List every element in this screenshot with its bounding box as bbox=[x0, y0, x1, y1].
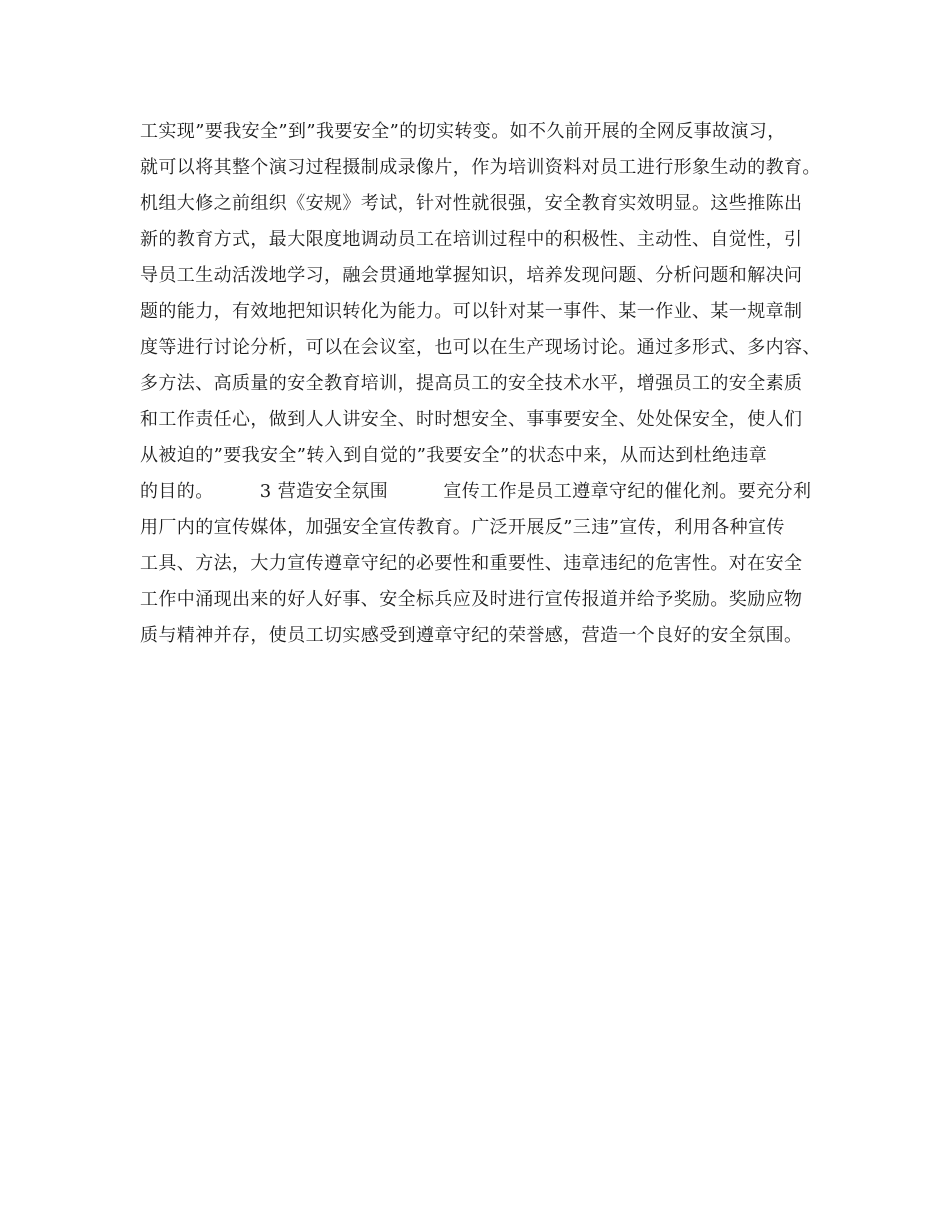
text-line: 工作中涌现出来的好人好事、安全标兵应及时进行宣传报道并给予奖励。奖励应物 bbox=[140, 589, 803, 610]
body-text bbox=[140, 114, 820, 654]
text-line: 度等进行讨论分析，可以在会议室，也可以在生产现场讨论。通过多形式、多内容、 bbox=[140, 337, 821, 358]
text-line: 用厂内的宣传媒体，加强安全宣传教育。广泛开展反”三违”宣传，利用各种宣传 bbox=[140, 517, 785, 538]
text-line: 质与精神并存，使员工切实感受到遵章守纪的荣誉感，营造一个良好的安全氛围。 bbox=[140, 625, 803, 646]
text-line: 就可以将其整个演习过程摄制成录像片，作为培训资料对员工进行形象生动的教育。 bbox=[140, 157, 821, 178]
text-line: 机组大修之前组织《安规》考试，针对性就很强，安全教育实效明显。这些推陈出 bbox=[140, 193, 803, 214]
text-line: 从被迫的”要我安全”转入到自觉的”我要安全”的状态中来，从而达到杜绝违章 bbox=[140, 445, 768, 466]
text-line: 和工作责任心，做到人人讲安全、时时想安全、事事要安全、处处保安全，使人们 bbox=[140, 409, 803, 430]
text-line: 新的教育方式，最大限度地调动员工在培训过程中的积极性、主动性、自觉性，引 bbox=[140, 229, 803, 250]
text-line: 工具、方法，大力宣传遵章守纪的必要性和重要性、违章违纪的危害性。对在安全 bbox=[140, 553, 803, 574]
text-line: 多方法、高质量的安全教育培训，提高员工的安全技术水平，增强员工的安全素质 bbox=[140, 373, 803, 394]
text-line: 题的能力，有效地把知识转化为能力。可以针对某一事件、某一作业、某一规章制 bbox=[140, 301, 803, 322]
text-line: 导员工生动活泼地学习，融会贯通地掌握知识，培养发现问题、分析问题和解决问 bbox=[140, 265, 803, 286]
text-line: 工实现”要我安全”到”我要安全”的切实转变。如不久前开展的全网反事故演习， bbox=[140, 121, 786, 142]
text-line: 的目的。 3 营造安全氛围 宣传工作是员工遵章守纪的催化剂。要充分利 bbox=[140, 481, 812, 502]
